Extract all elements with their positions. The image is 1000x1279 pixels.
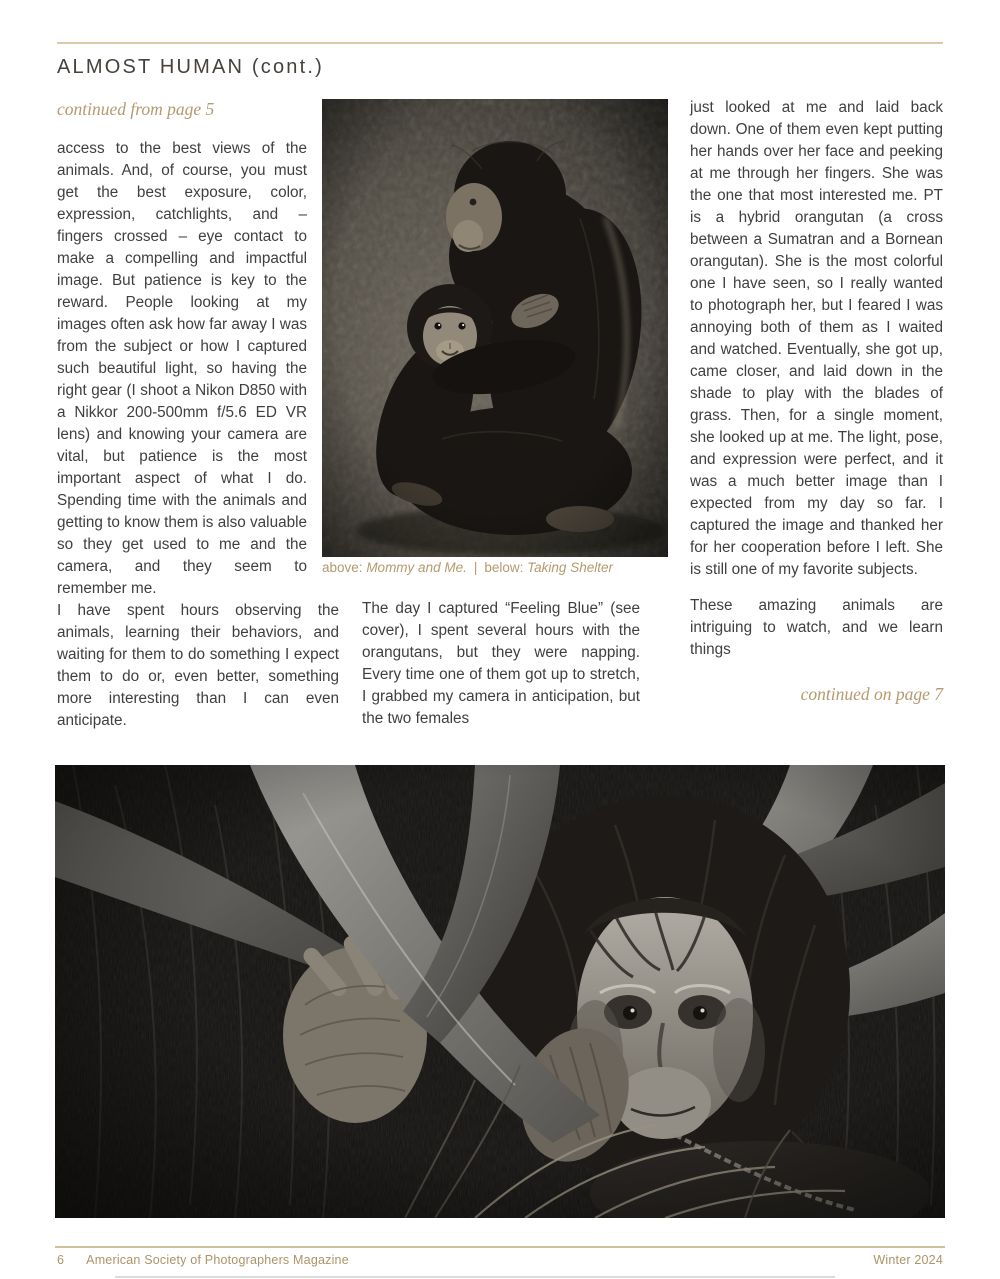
caption-separator: | [473, 560, 478, 575]
left-column-paragraph-1: access to the best views of the animals. And, of course, you must get the best exposure, color, expression, catchlights, and – fingers crossed – eye contact to make a compelling and impactful image. But patience is key to the reward. People looking at my images often ask how far away I was from the subject or how I captured such beautiful light, so having the right gear (I shoot a Nikon D850 with a Nikkor 200-500mm f/5.6 ED VR lens) and knowing your camera are vital, but patience is the most important aspect of what I do. Spending time with the animals and getting to know them is also valuable so they get used to me and the camera, and they seem to remember me. [57, 140, 307, 597]
continued-from-note: continued from page 5 [57, 99, 215, 119]
right-column [690, 97, 943, 705]
continued-on-note: continued on page 7 [800, 684, 943, 704]
caption-above-title: Mommy and Me. [366, 560, 467, 575]
left-column-paragraph-2: I have spent hours observing the animals, learning their behaviors, and waiting for them to do something I expect them to do or, even better, something more interesting than I can even anticipate. [57, 602, 339, 729]
page-edge-shadow [115, 1276, 835, 1278]
right-column-paragraph-1: just looked at me and laid back down. One of them even kept putting her hands over her face and peeking at me through her fingers. She was the one that most interested me. PT is a hybrid orangutan (a cross between a Sumatran and a Bornean orangutan). She is the most colorful one I have seen, so I really wanted to photograph her, but I feared I was annoying both of them as I waited and watched. Eventually, she got up, came closer, and laid down in the shade to play with the blades of grass. Then, for a single moment, she looked up at me. The light, pose, and expression were perfect, and it was a much better image than I expected from my day so far. I captured the image and thanked her for her cooperation before I left. She is still one of my favorite subjects. [690, 99, 943, 578]
caption-above-label: above: [322, 560, 363, 575]
page-number: 6 [57, 1253, 65, 1267]
photo-caption [322, 560, 668, 575]
issue-label: Winter 2024 [873, 1253, 943, 1267]
left-column [57, 138, 339, 732]
article-title: ALMOST HUMAN (cont.) [57, 56, 324, 78]
top-rule [57, 42, 943, 44]
photo-mommy-and-me [322, 99, 668, 557]
taking-shelter-illustration [55, 765, 945, 1218]
caption-below-label: below: [484, 560, 524, 575]
caption-below-title: Taking Shelter [527, 560, 613, 575]
footer-rule [55, 1246, 945, 1248]
magazine-name: American Society of Photographers Magazine [86, 1253, 349, 1267]
mommy-and-me-illustration [322, 99, 668, 557]
right-column-paragraph-2: These amazing animals are intriguing to watch, and we learn things [690, 597, 943, 658]
middle-column [362, 598, 640, 730]
page-footer [57, 1253, 943, 1267]
photo-taking-shelter [55, 765, 945, 1218]
middle-column-paragraph: The day I captured “Feeling Blue” (see cover), I spent several hours with the orangutans, but they were napping. Every time one of them got up to stretch, I grabbed my camera in anticipation, but the two females [362, 600, 640, 727]
